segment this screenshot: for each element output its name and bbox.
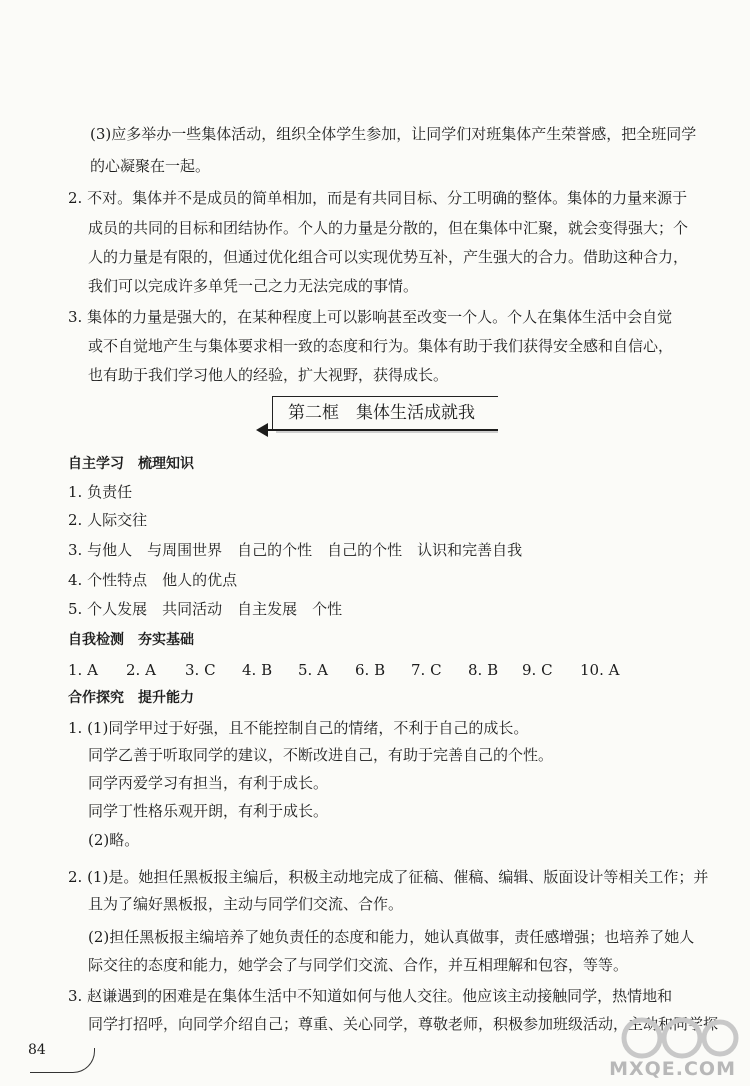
answer-item: 1. A: [68, 661, 98, 679]
text-line: 成员的共同的目标和团结协作。个人的力量是分散的，但在集体中汇聚，就会变得强大；个: [88, 219, 689, 237]
answer-item: 9. C: [522, 661, 553, 679]
list-item: 1. 负责任: [68, 483, 133, 501]
text-line: 2. (1)是。她担任黑板报主编后，积极主动地完成了征稿、催稿、编辑、版面设计等相关工作；并: [68, 868, 709, 886]
section-heading: 合作探究 提升能力: [68, 690, 194, 706]
answer-item: 10. A: [580, 661, 620, 679]
text-line: (3)应多举办一些集体活动，组织全体学生参加，让同学们对班集体产生荣誉感，把全班同学: [90, 125, 697, 143]
answer-item: 8. B: [468, 661, 499, 679]
list-item: 3. 与他人 与周围世界 自己的个性 自己的个性 认识和完善自我: [68, 541, 523, 559]
text-line: (2)略。: [88, 831, 140, 849]
text-line: 2. 不对。集体并不是成员的简单相加，而是有共同目标、分工明确的整体。集体的力量来源于: [68, 189, 688, 207]
banner-arrow-line: [266, 429, 498, 431]
text-line: 也有助于我们学习他人的经验，扩大视野，获得成长。: [88, 366, 449, 384]
text-line: (2)担任黑板报主编培养了她负责任的态度和能力，她认真做事，责任感增强；也培养了她人: [88, 928, 695, 946]
answer-item: 6. B: [355, 661, 386, 679]
text-line: 际交往的态度和能力，她学会了与同学们交流、合作，并互相理解和包容，等等。: [88, 956, 629, 974]
list-item: 5. 个人发展 共同活动 自主发展 个性: [68, 600, 343, 618]
section-banner-title: 第二框 集体生活成就我: [288, 403, 475, 423]
text-line: 同学丙爱学习有担当，有利于成长。: [88, 774, 329, 792]
answer-item: 3. C: [185, 661, 216, 679]
list-item: 2. 人际交往: [68, 511, 148, 529]
text-line: 或不自觉地产生与集体要求相一致的态度和行为。集体有助于我们获得安全感和自信心，: [88, 337, 674, 355]
section-heading: 自我检测 夯实基础: [68, 632, 194, 648]
page-number: 84: [28, 1042, 46, 1058]
text-line: 3. 赵谦遇到的困难是在集体生活中不知道如何与他人交往。他应该主动接触同学，热情地和: [68, 987, 673, 1005]
text-line: 同学乙善于听取同学的建议，不断改进自己，有助于完善自己的个性。: [88, 746, 554, 764]
answer-item: 4. B: [242, 661, 273, 679]
text-line: 人的力量是有限的，但通过优化组合可以实现优势互补，产生强大的合力。借助这种合力，: [88, 248, 689, 266]
banner-arrow-icon: [256, 423, 268, 437]
section-heading: 自主学习 梳理知识: [68, 456, 194, 472]
text-line: 同学打招呼，向同学介绍自己；尊重、关心同学，尊敬老师，积极参加班级活动，主动和同学探: [88, 1015, 719, 1033]
answer-item: 5. A: [298, 661, 328, 679]
text-line: 1. (1)同学甲过于好强，且不能控制自己的情绪，不利于自己的成长。: [68, 719, 529, 737]
text-line: 且为了编好黑板报，主动与同学们交流、合作。: [88, 895, 404, 913]
text-line: 的心凝聚在一起。: [90, 157, 211, 175]
watermark-text: MXQE.COM: [609, 1058, 736, 1080]
list-item: 4. 个性特点 他人的优点: [68, 571, 238, 589]
text-line: 我们可以完成许多单凭一己之力无法完成的事情。: [88, 277, 419, 295]
text-line: 同学丁性格乐观开朗，有利于成长。: [88, 802, 329, 820]
answer-item: 7. C: [411, 661, 442, 679]
answer-item: 2. A: [126, 661, 156, 679]
text-line: 3. 集体的力量是强大的，在某种程度上可以影响甚至改变一个人。个人在集体生活中会自觉: [68, 308, 673, 326]
